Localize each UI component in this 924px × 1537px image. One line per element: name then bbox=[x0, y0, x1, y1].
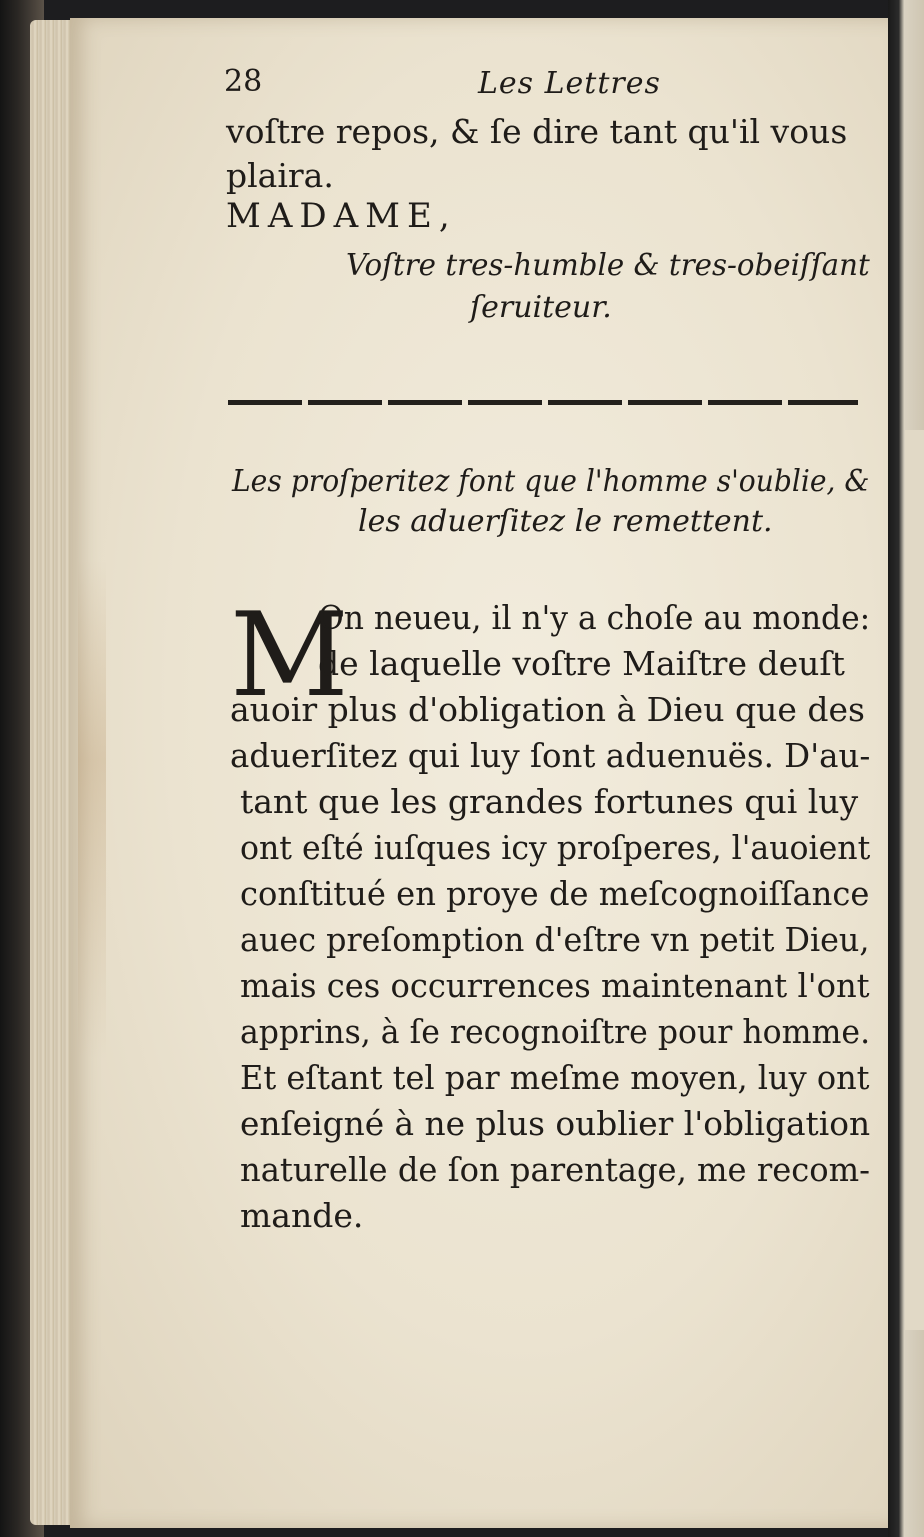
body-line-7: conſtitué en proye de meſcognoiſſance bbox=[240, 874, 870, 913]
body-line-3: auoir plus d'obligation à Dieu que des bbox=[230, 690, 865, 729]
body-line-10: apprins, à ſe recognoiſtre pour homme. bbox=[240, 1012, 871, 1051]
body-line-14: mande. bbox=[240, 1196, 364, 1235]
body-line-8: auec preſomption d'eſtre vn petit Dieu, bbox=[240, 920, 870, 959]
signature-line-1: Voſtre tres-humble & tres-obeiſſant bbox=[346, 248, 870, 283]
body-line-5: tant que les grandes fortunes qui luy bbox=[240, 782, 859, 821]
body-line-6: ont eſté iuſques icy proſperes, l'auoient bbox=[240, 828, 871, 867]
running-head bbox=[224, 64, 854, 104]
closing-line-2: plaira. bbox=[226, 156, 334, 195]
body-line-12: enſeigné à ne plus oublier l'obligation bbox=[240, 1104, 871, 1143]
drop-cap: M bbox=[230, 588, 349, 723]
body-line-9: mais ces occurrences maintenant l'ont bbox=[240, 966, 870, 1005]
signature-line-2: ſeruiteur. bbox=[470, 290, 612, 325]
running-title: Les Lettres bbox=[478, 66, 661, 101]
body-line-4: aduerſitez qui luy ſont aduenuës. D'au- bbox=[230, 736, 871, 775]
body-line-11: Et eſtant tel par meſme moyen, luy ont bbox=[240, 1058, 870, 1097]
body-line-13: naturelle de ſon parentage, me recom- bbox=[240, 1150, 871, 1189]
page-number: 28 bbox=[224, 64, 263, 99]
body-line-1: On neueu, il n'y a choſe au monde: bbox=[318, 598, 871, 637]
letter-heading-line-1: Les proſperitez font que l'homme s'oublie, & bbox=[232, 464, 870, 499]
section-rule bbox=[228, 400, 858, 405]
body-line-2: de laquelle voſtre Maiſtre deuſt bbox=[318, 644, 845, 683]
closing-line-1: voſtre repos, & ſe dire tant qu'il vous bbox=[226, 112, 848, 151]
letter-heading-line-2: les aduerſitez le remettent. bbox=[358, 504, 773, 539]
facing-page-edge bbox=[905, 430, 924, 1330]
closing-salutation: MADAME, bbox=[226, 196, 457, 236]
paper-stain bbox=[78, 560, 106, 1060]
